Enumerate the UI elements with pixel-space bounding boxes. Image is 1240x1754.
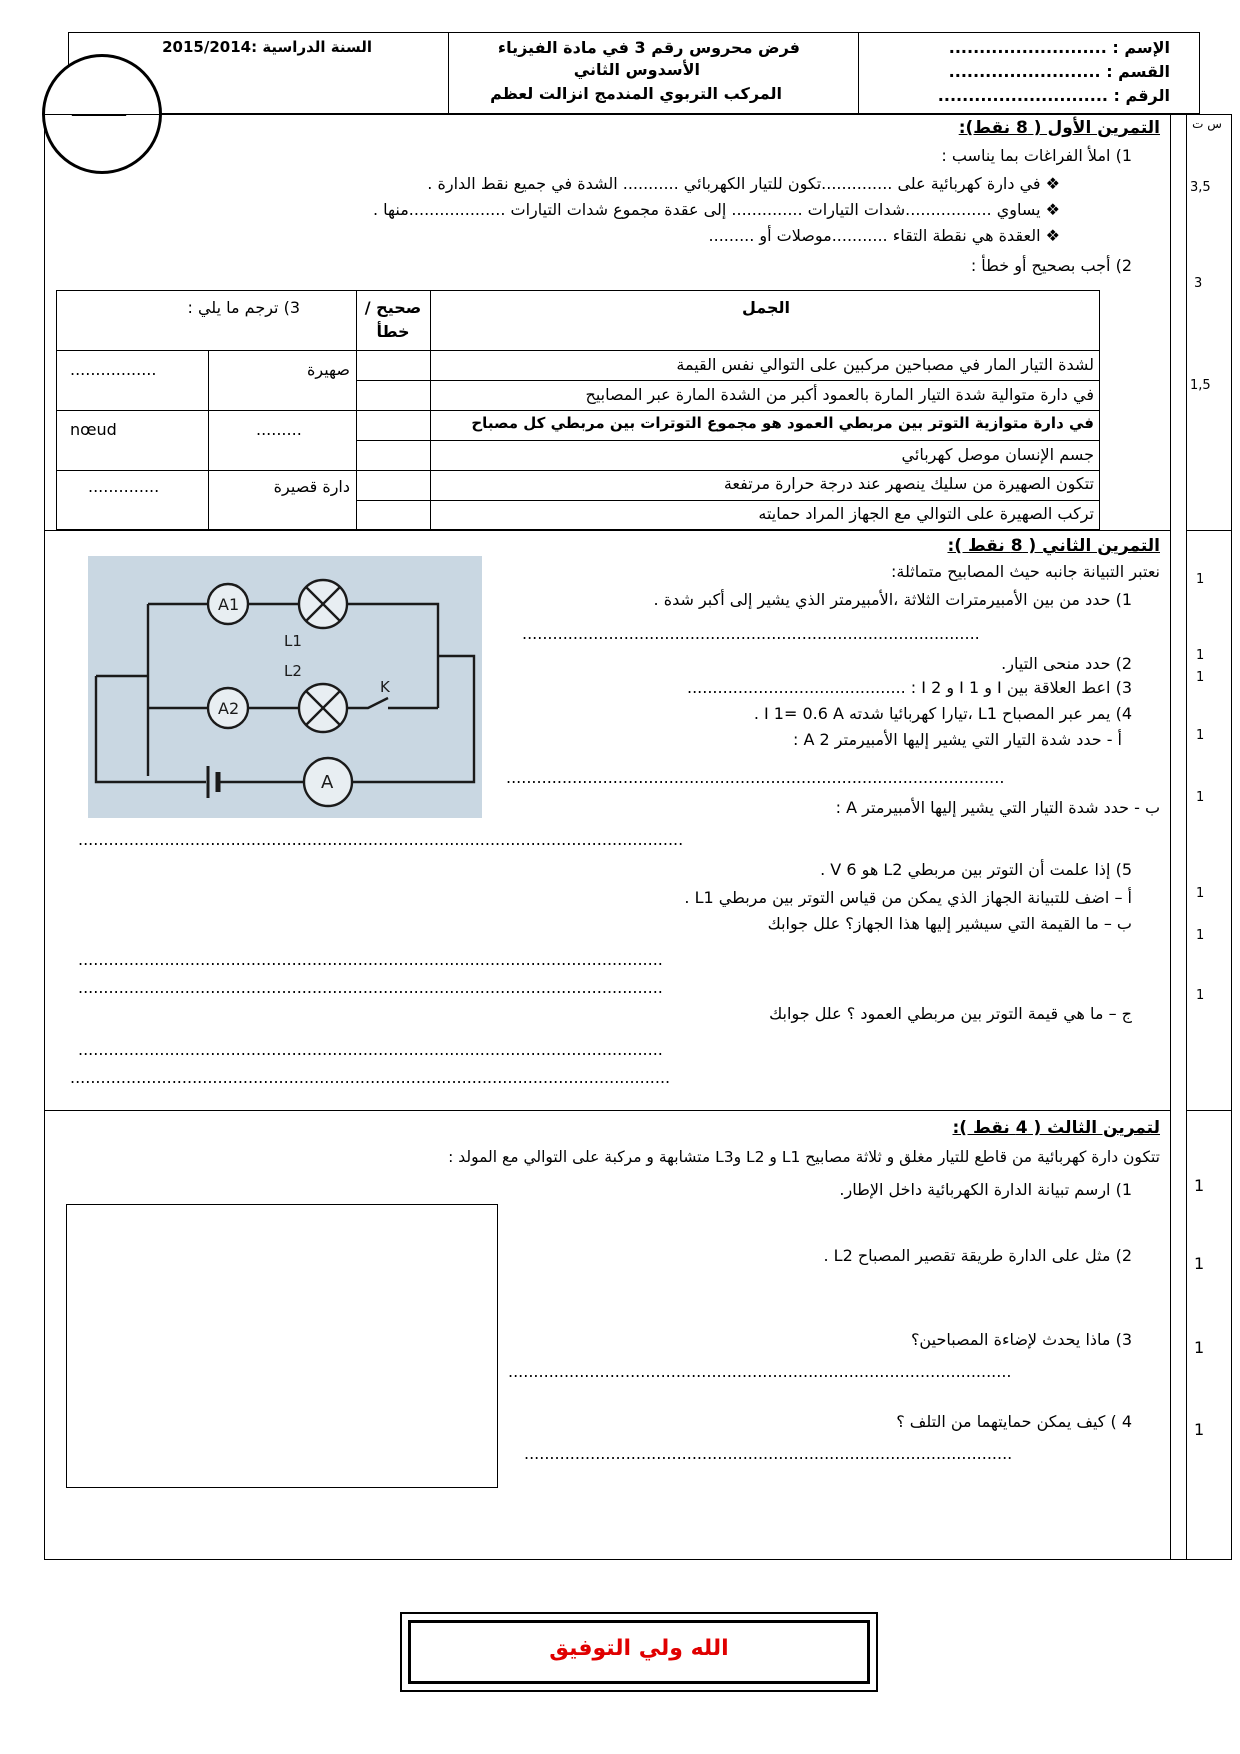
ex1-q3: 3) ترجم ما يلي : — [187, 298, 300, 317]
ex1-q1: 1) املأ الفراغات بما يناسب : — [941, 146, 1132, 165]
points-ex2-6: 1 — [1196, 886, 1205, 901]
ex3-title: لتمرين الثالث ( 4 نقط ): — [952, 1118, 1160, 1138]
ex2-q4: 4) يمر عبر المصباح L1 ،تيارا كهربائيا شدته I 1= 0.6 A . — [753, 704, 1132, 723]
points-ex3-3: 1 — [1194, 1338, 1205, 1357]
footer-text: الله ولي التوفيق — [549, 1636, 729, 1661]
ex1-title: التمرين الأول ( 8 نقط): — [958, 118, 1160, 138]
ex3-q3: 3) ماذا يحدث لإضاءة المصباحين؟ — [910, 1330, 1132, 1349]
ammeter-a1-label: A1 — [218, 595, 240, 614]
ex2-q5b-answer-2[interactable]: ................................................................................................................... — [78, 978, 663, 997]
ex2-q2: 2) حدد منحى التيار. — [1001, 654, 1132, 673]
ex3-q3-answer[interactable]: ................................................................................................... — [508, 1362, 1012, 1381]
ex2-q5c: ج – ما هي قيمة التوتر بين مربطي العمود ؟ علل جوابك — [769, 1004, 1132, 1023]
ex3-q1: 1) ارسم تبيانة الدارة الكهربائية داخل الإطار. — [839, 1180, 1132, 1199]
points-ex2-4: 1 — [1196, 728, 1205, 743]
student-class-field[interactable]: القسم : ......................... — [948, 62, 1170, 81]
ex2-q5c-answer-2[interactable]: ...................................................................................................................... — [70, 1068, 671, 1087]
points-ex2-2: 1 — [1196, 648, 1205, 663]
ammeter-a-label: A — [321, 772, 334, 793]
tf-row-3: في دارة متوازية التوتر بين مربطي العمود هو مجموع التوترات بين مربطي كل مصباح — [471, 414, 1094, 432]
exam-title: فرض محروس رقم 3 في مادة الفيزياء — [497, 38, 800, 57]
tf-row-4: جسم الإنسان موصل كهربائي — [901, 445, 1094, 464]
ex1-q2: 2) أجب بصحيح أو خطأ : — [970, 256, 1132, 275]
points-q2: 3 — [1194, 276, 1203, 291]
tf-row-5: تتكون الصهيرة من سليك ينصهر عند درجة حرارة مرتفعة — [723, 474, 1094, 493]
circuit-diagram — [88, 556, 482, 818]
translate-word-3: دارة قصيرة — [273, 477, 350, 496]
col-sentences: الجمل — [741, 298, 790, 317]
ex2-q1-answer[interactable]: .......................................................................................... — [522, 624, 980, 643]
student-number-field[interactable]: الرقم : ............................ — [937, 86, 1170, 105]
ammeter-a2-label: A2 — [218, 699, 240, 718]
points-q1: 3,5 — [1190, 180, 1211, 195]
ex2-title: التمرين الثاني ( 8 نقط ): — [947, 536, 1160, 556]
ex2-q4b: ب - حدد شدة التيار التي يشير إليها الأمبيرمتر A : — [835, 798, 1160, 817]
points-ex3-4: 1 — [1194, 1420, 1205, 1439]
lamp-l2-label: L2 — [284, 662, 302, 680]
tf-row-2: في دارة متوالية شدة التيار المارة بالعمود أكبر من الشدة المارة عبر المصابيح — [585, 385, 1094, 404]
semester: الأسدوس الثاني — [573, 60, 700, 79]
student-name-field[interactable]: الإسم : .......................... — [948, 38, 1170, 57]
points-ex2-5: 1 — [1196, 790, 1205, 805]
points-ex2-8: 1 — [1196, 988, 1205, 1003]
margin-header: س ت — [1192, 117, 1222, 131]
ex3-q4-answer[interactable]: ................................................................................................ — [524, 1444, 1013, 1463]
ex2-q5b: ب – ما القيمة التي سيشير إليها هذا الجهاز؟ علل جوابك — [767, 914, 1132, 933]
points-ex2-1: 1 — [1196, 572, 1205, 587]
ex1-bullet-1[interactable]: ❖ في دارة كهربائية على ..............تكون للتيار الكهربائي ........... الشدة في جميع نقط الدارة . — [427, 174, 1060, 193]
ex2-q5b-answer-1[interactable]: ................................................................................................................... — [78, 950, 663, 969]
ex3-q4: 4 ) كيف يمكن حمايتهما من التلف ؟ — [896, 1412, 1132, 1431]
points-ex3-2: 1 — [1194, 1254, 1205, 1273]
translate-answer-1[interactable]: ................. — [70, 360, 157, 379]
points-q3: 1,5 — [1190, 378, 1211, 393]
grade-blank: ______ — [72, 96, 126, 117]
ex2-q5c-answer-1[interactable]: ................................................................................................................... — [78, 1040, 663, 1059]
translate-word-1: صهيرة — [307, 360, 350, 379]
ex3-intro: تتكون دارة كهربائية من قاطع للتيار مغلق و ثلاثة مصابيح L1 و L2 وL3 متشابهة و مركبة على التوالي مع المولد : — [448, 1148, 1160, 1166]
points-ex2-3: 1 — [1196, 670, 1205, 685]
switch-k-label: K — [380, 678, 390, 696]
col-true-false: صحيح /خطأ — [364, 298, 422, 341]
ex2-q5a: أ – اضف للتبيانة الجهاز الذي يمكن من قياس التوتر بين مربطي L1 . — [684, 888, 1132, 907]
points-ex2-7: 1 — [1196, 928, 1205, 943]
lamp-l1-label: L1 — [284, 632, 302, 650]
tf-row-1: لشدة التيار المار في مصباحين مركبين على التوالي نفس القيمة — [676, 355, 1094, 374]
ex2-q4a: أ - حدد شدة التيار التي يشير إليها الأمبيرمتر A 2 : — [793, 730, 1122, 749]
translate-answer-3[interactable]: .............. — [88, 477, 160, 496]
ex3-q2: 2) مثل على الدارة طريقة تقصير المصباح L2 . — [823, 1246, 1132, 1265]
school-year: السنة الدراسية :2015/2014 — [162, 38, 372, 56]
drawing-frame[interactable] — [66, 1204, 498, 1488]
ex2-q1: 1) حدد من بين الأمبيرمترات الثلاثة ،الأمبيرمتر الذي يشير إلى أكبر شدة . — [653, 590, 1132, 609]
tf-row-6: تركب الصهيرة على التوالي مع الجهاز المراد حمايته — [758, 504, 1094, 523]
school-name: المركب التربوي المندمج انزالت لعظم — [490, 84, 782, 103]
ex2-q3[interactable]: 3) اعط العلاقة بين I و I 1 و I 2 : ........................................... — [687, 678, 1132, 697]
ex2-q5: 5) إذا علمت أن التوتر بين مربطي L2 هو 6 V . — [820, 860, 1132, 879]
ex2-q4b-answer[interactable]: ....................................................................................................................... — [78, 830, 684, 849]
ex1-bullet-3[interactable]: ❖ العقدة هي نقطة التقاء ...........موصلات أو ......... — [708, 226, 1060, 245]
ex2-q4a-answer[interactable]: .................................................................................................. — [506, 768, 1005, 787]
ex2-intro: نعتبر التبيانة جانبه حيث المصابيح متماثلة: — [890, 562, 1160, 581]
ex1-bullet-2[interactable]: ❖ يساوي .................شدات التيارات .............. إلى عقدة مجموع شدات التيارات ...................منها . — [372, 200, 1060, 219]
translate-answer-2: nœud — [70, 420, 117, 439]
points-ex3-1: 1 — [1194, 1176, 1205, 1195]
translate-word-2[interactable]: ......... — [256, 420, 302, 439]
